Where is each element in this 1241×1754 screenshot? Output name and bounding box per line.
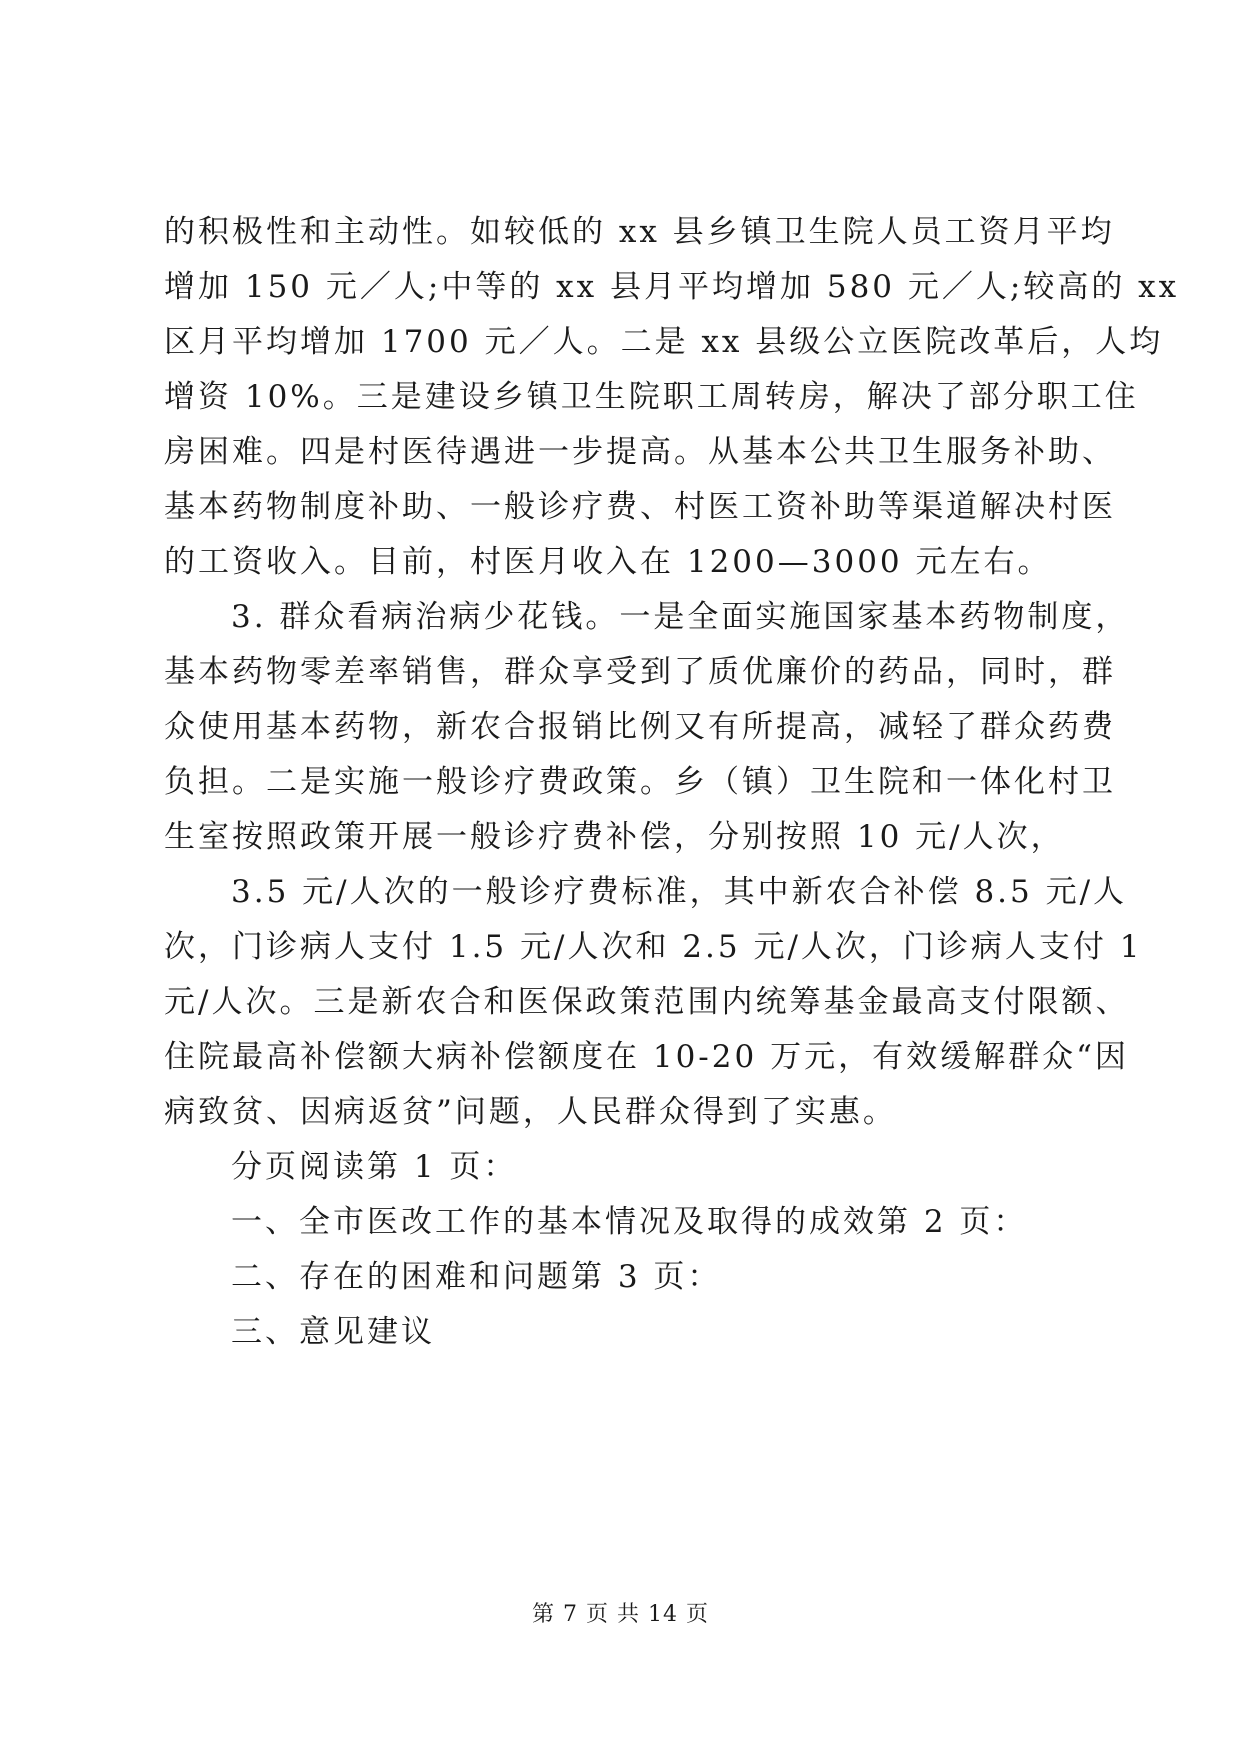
paragraph-2-line: 生室按照政策开展一般诊疗费补偿，分别按照 10 元/人次， bbox=[164, 819, 1065, 855]
toc-item: 一、全市医改工作的基本情况及取得的成效第 2 页： bbox=[231, 1204, 1028, 1240]
paragraph-1-line: 增加 150 元／人;中等的 xx 县月平均增加 580 元／人;较高的 xx bbox=[164, 269, 1180, 305]
paragraph-3-line: 次，门诊病人支付 1.5 元/人次和 2.5 元/人次，门诊病人支付 1 bbox=[164, 929, 1143, 965]
paragraph-1-line: 的积极性和主动性。如较低的 xx 县乡镇卫生院人员工资月平均 bbox=[164, 214, 1115, 250]
paragraph-1-line: 增资 10%。三是建设乡镇卫生院职工周转房，解决了部分职工住 bbox=[164, 379, 1139, 415]
paragraph-2-line: 3. 群众看病治病少花钱。一是全面实施国家基本药物制度， bbox=[231, 599, 1130, 635]
paragraph-3-line: 病致贫、因病返贫”问题，人民群众得到了实惠。 bbox=[164, 1094, 897, 1130]
page-footer: 第 7 页 共 14 页 bbox=[532, 1602, 709, 1627]
paragraph-1-line: 的工资收入。目前，村医月收入在 1200—3000 元左右。 bbox=[164, 544, 1052, 580]
paragraph-2-line: 负担。二是实施一般诊疗费政策。乡（镇）卫生院和一体化村卫 bbox=[164, 764, 1116, 800]
paragraph-3-line: 3.5 元/人次的一般诊疗费标准，其中新农合补偿 8.5 元/人 bbox=[231, 874, 1128, 910]
toc-item: 三、意见建议 bbox=[231, 1314, 435, 1350]
paragraph-3-line: 元/人次。三是新农合和医保政策范围内统筹基金最高支付限额、 bbox=[164, 984, 1130, 1020]
paragraph-3-line: 住院最高补偿额大病补偿额度在 10-20 万元，有效缓解群众“因 bbox=[164, 1039, 1129, 1075]
paragraph-1-line: 基本药物制度补助、一般诊疗费、村医工资补助等渠道解决村医 bbox=[164, 489, 1116, 525]
toc-item: 二、存在的困难和问题第 3 页： bbox=[231, 1259, 722, 1295]
paragraph-1-line: 房困难。四是村医待遇进一步提高。从基本公共卫生服务补助、 bbox=[164, 434, 1116, 470]
paragraph-2-line: 基本药物零差率销售，群众享受到了质优廉价的药品，同时，群 bbox=[164, 654, 1116, 690]
paragraph-2-line: 众使用基本药物，新农合报销比例又有所提高，减轻了群众药费 bbox=[164, 709, 1116, 745]
toc-item: 分页阅读第 1 页： bbox=[231, 1149, 518, 1185]
paragraph-1-line: 区月平均增加 1700 元／人。二是 xx 县级公立医院改革后，人均 bbox=[164, 324, 1164, 360]
